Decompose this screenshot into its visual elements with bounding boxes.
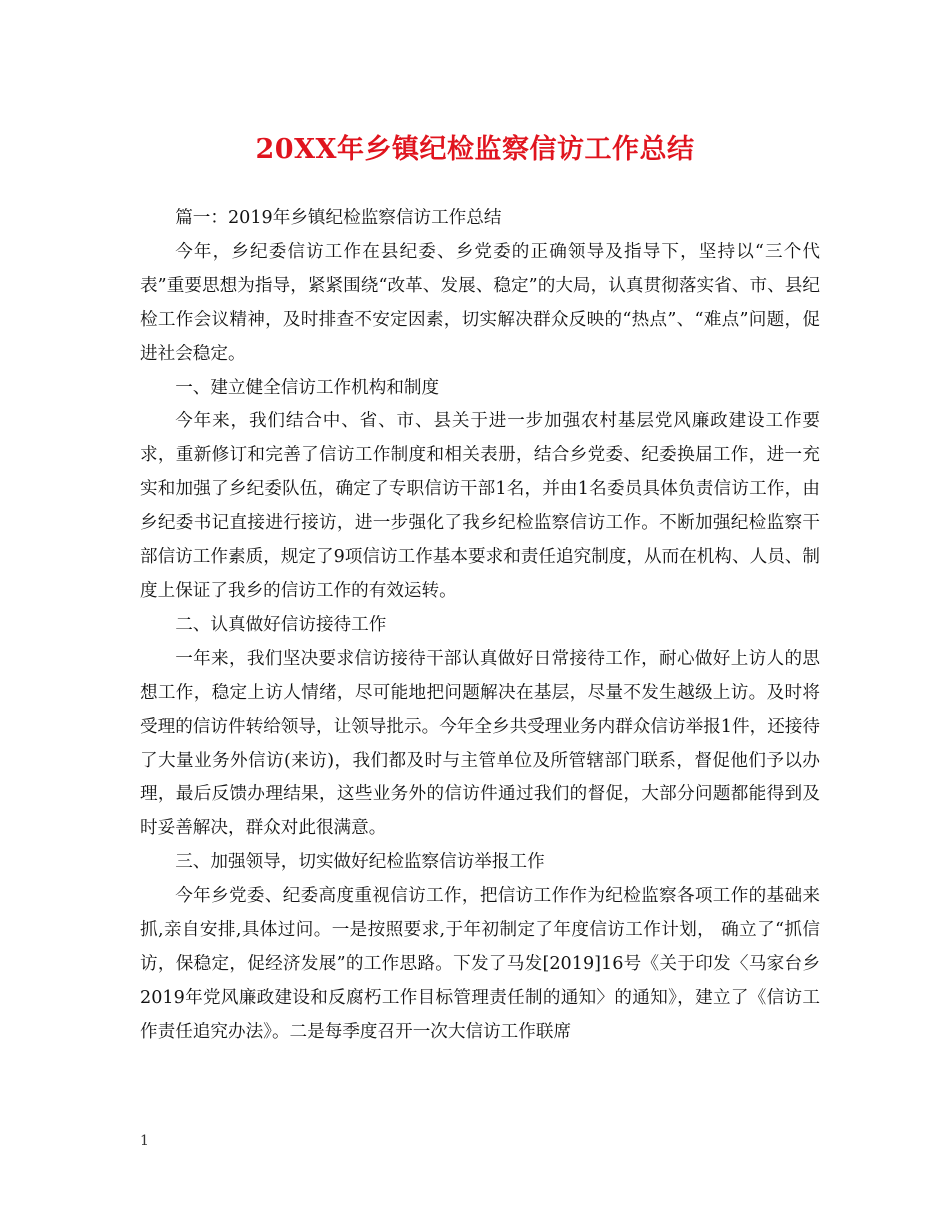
document-body bbox=[140, 202, 820, 1050]
section-heading-article-one: 篇一：2019年乡镇纪检监察信访工作总结 bbox=[175, 208, 502, 228]
section-heading-one: 一、建立健全信访工作机构和制度 bbox=[175, 377, 440, 398]
body-paragraph-mechanism: 今年来，我们结合中、省、市、县关于进一步加强农村基层党风廉政建设工作要求，重新修订和完善了信访工作制度和相关表册，结合乡党委、纪委换届工作，进一充实和加强了乡纪委队伍，确定了专职信访干部1名，并由1名委员具体负责信访工作，由乡纪委书记直接进行接访，进一步强化了我乡纪检监察信访工作。不断加强纪检监察干部信访工作素质，规定了9项信访工作基本要求和责任追究制度，从而在机构、人员、制度上保证了我乡的信访工作的有效运转。 bbox=[140, 411, 820, 601]
page-number: 1 bbox=[140, 1133, 149, 1149]
section-heading-two: 二、认真做好信访接待工作 bbox=[175, 614, 387, 635]
body-paragraph-leadership: 今年乡党委、纪委高度重视信访工作，把信访工作作为纪检监察各项工作的基础来抓,亲自安排,具体过问。一是按照要求,于年初制定了年度信访工作计划， 确立了“抓信访，保稳定，促经济发展”的工作思路。下发了马发[2019]16号《关于印发〈马家台乡2019年党风廉政建设和反腐朽工作目标管理责任制的通知〉的通知》，建立了《信访工作责任追究办法》。二是每季度召开一次大信访工作联席 bbox=[140, 886, 820, 1042]
document-title: 20XX年乡镇纪检监察信访工作总结 bbox=[255, 134, 695, 165]
section-heading-three: 三、加强领导，切实做好纪检监察信访举报工作 bbox=[175, 852, 545, 873]
body-paragraph-intro: 今年，乡纪委信访工作在县纪委、乡党委的正确领导及指导下，坚持以“三个代表”重要思想为指导，紧紧围绕“改革、发展、稳定”的大局，认真贯彻落实省、市、县纪检工作会议精神，及时排查不安定因素，切实解决群众反映的“热点”、“难点”问题，促进社会稳定。 bbox=[140, 241, 820, 364]
body-paragraph-reception: 一年来，我们坚决要求信访接待干部认真做好日常接待工作，耐心做好上访人的思想工作，稳定上访人情绪，尽可能地把问题解决在基层，尽量不发生越级上访。及时将受理的信访件转给领导，让领导批示。今年全乡共受理业务内群众信访举报1件，还接待了大量业务外信访(来访)，我们都及时与主管单位及所管辖部门联系，督促他们予以办理，最后反馈办理结果，这些业务外的信访件通过我们的督促，大部分问题都能得到及时妥善解决，群众对此很满意。 bbox=[140, 648, 820, 839]
